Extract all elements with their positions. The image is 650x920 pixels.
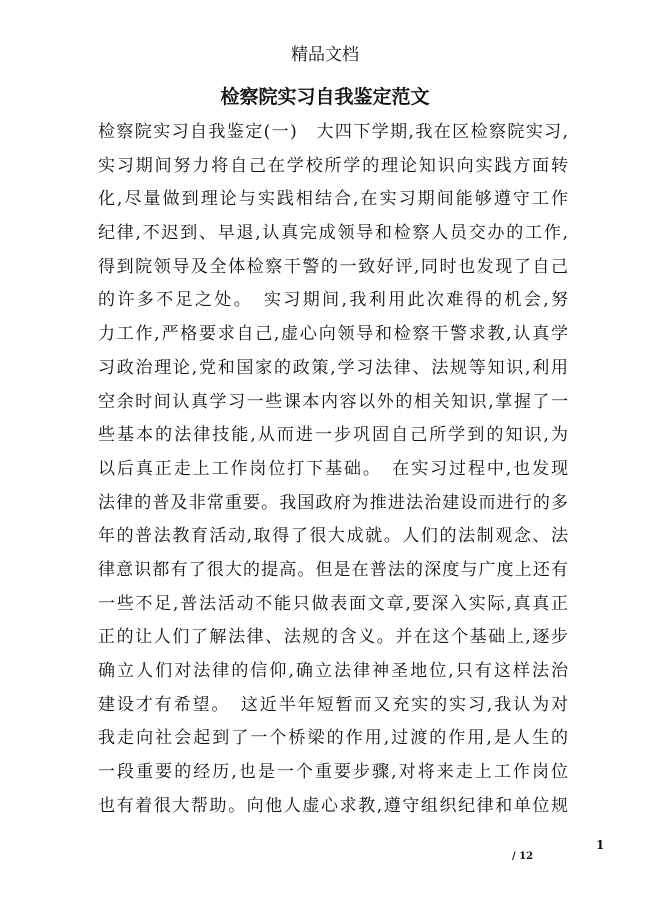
page-header: 精品文档 bbox=[291, 45, 359, 65]
body-line: 习政治理论,党和国家的政策,学习法律、法规等知识,利用 bbox=[98, 357, 568, 378]
body-line: 化,尽量做到理论与实践相结合,在实习期间能够遵守工作 bbox=[98, 189, 568, 210]
body-line: 也有着很大帮助。向他人虚心求教,遵守组织纪律和单位规 bbox=[98, 795, 568, 816]
body-line: 以后真正走上工作岗位打下基础。 在实习过程中,也发现 bbox=[98, 458, 568, 479]
body-line: 正的让人们了解法律、法规的含义。并在这个基础上,逐步 bbox=[98, 627, 568, 648]
body-line: 的许多不足之处。 实习期间,我利用此次难得的机会,努 bbox=[98, 290, 568, 311]
body-line: 些基本的法律技能,从而进一步巩固自己所学到的知识,为 bbox=[98, 425, 568, 446]
body-line: 力工作,严格要求自己,虚心向领导和检察干警求教,认真学 bbox=[98, 324, 568, 345]
body-line: 法律的普及非常重要。我国政府为推进法治建设而进行的多 bbox=[98, 492, 568, 513]
page-total: / 12 bbox=[512, 851, 534, 862]
body-line: 一些不足,普法活动不能只做表面文章,要深入实际,真真正 bbox=[98, 593, 568, 614]
body-line: 一段重要的经历,也是一个重要步骤,对将来走上工作岗位 bbox=[98, 762, 568, 783]
body-line: 律意识都有了很大的提高。但是在普法的深度与广度上还有 bbox=[98, 559, 568, 580]
body-line: 实习期间努力将自己在学校所学的理论知识向实践方面转 bbox=[98, 155, 568, 176]
body-line: 空余时间认真学习一些课本内容以外的相关知识,掌握了一 bbox=[98, 391, 568, 412]
body-line: 建设才有希望。 这近半年短暂而又充实的实习,我认为对 bbox=[98, 694, 568, 715]
body-line: 纪律,不迟到、早退,认真完成领导和检察人员交办的工作, bbox=[98, 223, 568, 244]
document-body bbox=[98, 116, 568, 823]
body-line: 检察院实习自我鉴定(一) 大四下学期,我在区检察院实习, bbox=[98, 122, 568, 142]
body-line: 我走向社会起到了一个桥梁的作用,过渡的作用,是人生的 bbox=[98, 728, 568, 749]
body-line: 确立人们对法律的信仰,确立法律神圣地位,只有这样法治 bbox=[98, 661, 568, 681]
page-number: 1 bbox=[596, 838, 605, 852]
body-line: 年的普法教育活动,取得了很大成就。人们的法制观念、法 bbox=[98, 526, 568, 547]
document-title: 检察院实习自我鉴定范文 bbox=[220, 86, 430, 108]
body-line: 得到院领导及全体检察干警的一致好评,同时也发现了自己 bbox=[98, 256, 568, 277]
